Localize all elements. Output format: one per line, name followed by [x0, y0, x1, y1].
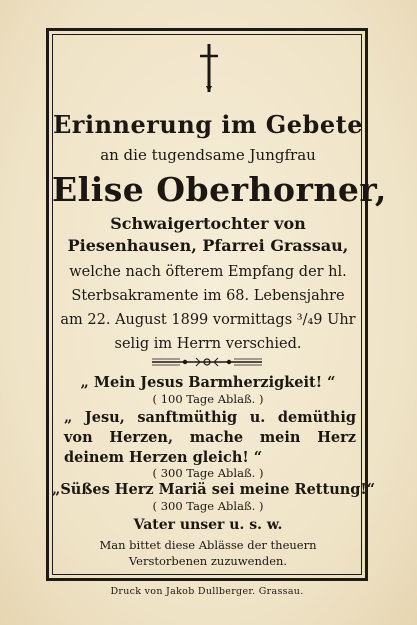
deceased-name: Elise Oberhorner,	[52, 170, 387, 209]
indulgence-1: ( 100 Tage Ablaß. )	[152, 392, 264, 406]
text-line: Sterbsakramente im 68. Lebensjahre	[71, 288, 345, 304]
deceased-relation: Schwaigertochter von	[110, 214, 306, 233]
indulgence-2: ( 300 Tage Ablaß. )	[152, 466, 264, 480]
deceased-place: Piesenhausen, Pfarrei Grassau,	[67, 236, 349, 255]
request-line-2: Verstorbenen zuzuwenden.	[128, 554, 288, 568]
text-line: selig im Herrn verschied.	[114, 336, 302, 352]
text-line: welche nach öfterem Empfang der hl.	[69, 264, 347, 280]
card-subtitle: an die tugendsame Jungfrau	[100, 146, 316, 164]
card-title: Erinnerung im Gebete	[53, 110, 363, 139]
prayer-1: „ Mein Jesus Barmherzigkeit! “	[80, 374, 336, 391]
cross-icon	[198, 42, 220, 94]
ornament-divider-icon	[150, 355, 264, 369]
text-line: am 22. August 1899 vormittags ³/₄9 Uhr	[60, 312, 356, 328]
prayer-2: „ Jesu, sanftmüthig u. demüthig von Herzen, mache mein Herz deinem Herzen gleich! “	[64, 409, 356, 466]
vater-unser: Vater unser u. s. w.	[133, 517, 283, 533]
request-line-1: Man bittet diese Ablässe der theuern	[99, 538, 317, 552]
prayer-3: „Süßes Herz Mariä sei meine Rettung!“	[52, 481, 376, 498]
indulgence-3: ( 300 Tage Ablaß. )	[152, 499, 264, 513]
printer-credit: Druck von Jakob Dullberger. Grassau.	[110, 586, 304, 597]
